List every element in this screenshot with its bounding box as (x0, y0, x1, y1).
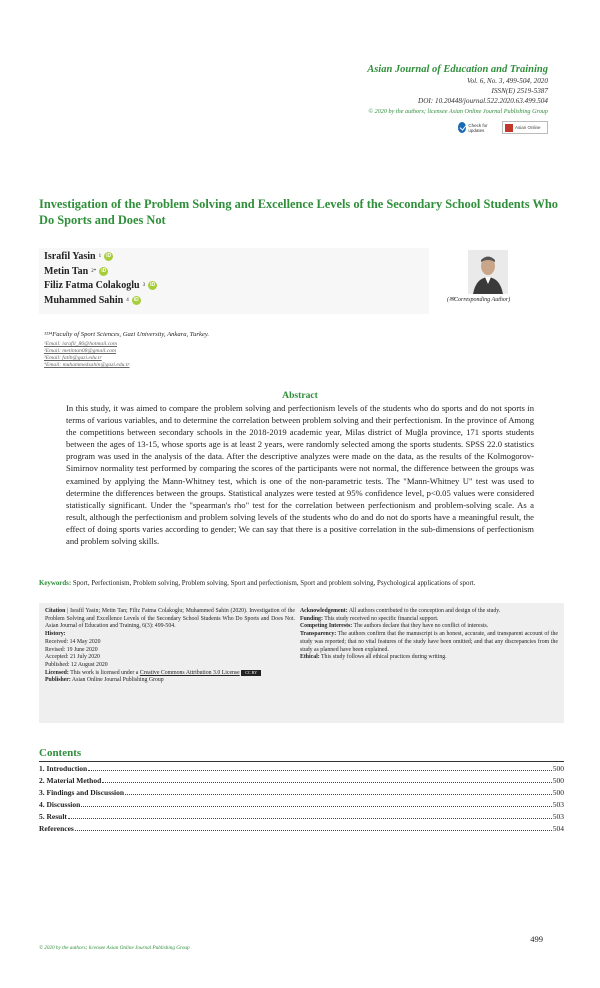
toc-label: 2. Material Method (39, 776, 102, 785)
licensed-text: This work is licensed under a (70, 669, 139, 676)
corresponding-author-note: (✉Corresponding Author) (447, 297, 511, 303)
toc-item[interactable] (39, 800, 564, 809)
keywords-label: Keywords: (39, 580, 72, 587)
doi-link[interactable]: DOI: 10.20448/journal.522.2020.63.499.504 (418, 97, 548, 105)
abstract-text: In this study, it was aimed to compare the problem solving and perfectionism levels of the students who do sports and do not sports in terms of various variables, and to determine the correlation between problem solving and their perfectionism. In the province of Among the competitions between secondary schools in the 2018-2019 academic year, Milas district of Muğla province, 171 sports students between the ages of 13-15, whose sports age is at least 2 years, were randomly selected among the sports students. SPSS 22.0 statistics program was used in the analysis of the data. After the descriptive analyzes were made on the data, as the results of the Kolmogorov-Simirnov normality test performed by comparing the scores of the participants were not normal, the difference between the groups was examined by applying the Mann-Whitney test, which is one of the non-parametric tests. The "Mann-Whitney U" test was used to determine the differences between the groups. Statistical analyzes were tested at 95% confidence level, p<0.05 values were considered statistically significant. Under the "spearman's rho" test for the correlation between perfectionism and problem-solving scale. As a result, although the perfectionism and problem solving levels of the students who do and do not do sports have a meaningful result, the effect of doing sports varies according to gender; We can say that there is a positive correlation in the sub-dimensions of perfectionism and problem solving skills. (66, 403, 534, 547)
check-icon (458, 122, 466, 133)
funding-label: Funding: (300, 615, 323, 622)
citation-label: Citation (45, 608, 66, 614)
ack-label: Acknowledgement: (300, 608, 348, 614)
published-date: Published: 12 August 2020 (45, 661, 108, 668)
email-link-3[interactable]: ³Email: fatih@gazi.edu.tr (44, 355, 102, 361)
email-link-2[interactable]: ²Email: metintan08@gmail.com (44, 348, 117, 354)
check-for-updates-label: Check for updates (468, 122, 488, 133)
orcid-icon[interactable]: iD (101, 268, 107, 274)
toc-item[interactable] (39, 776, 564, 785)
toc-dots (68, 818, 552, 819)
article-info-left (45, 608, 295, 685)
email-link-1[interactable]: ¹Email: israfil_86@hotmail.com (44, 341, 118, 347)
page-number: 499 (530, 934, 543, 944)
abstract-heading: Abstract (282, 390, 318, 401)
toc-item[interactable] (39, 824, 564, 833)
toc-page: 500 (552, 788, 564, 797)
article-info-right (300, 608, 558, 662)
email-link-4[interactable]: ⁴Email: muhammedsahin@gazi.edu.tr (44, 362, 130, 368)
copyright-header: © 2020 by the authors; licensee Asian Online Journal Publishing Group (368, 108, 548, 115)
toc-dots (125, 794, 552, 795)
toc-page: 503 (552, 800, 564, 809)
toc-label: References (39, 824, 74, 833)
header-badges (458, 121, 548, 134)
author-name: Israfil Yasin (44, 251, 96, 262)
ack-text: All authors contributed to the conception and design of the study. (348, 608, 501, 614)
footer-copyright: © 2020 by the authors; licensee Asian Online Journal Publishing Group (39, 945, 190, 951)
orcid-icon[interactable]: iD (133, 297, 139, 303)
volume-info: Vol. 6, No. 3, 499-504, 2020 (466, 77, 548, 85)
funding-text: This study received no specific financial support. (324, 615, 439, 622)
revised-date: Revised: 19 June 2020 (45, 646, 98, 653)
transparency-label: Transparency: (300, 631, 337, 638)
orcid-icon[interactable]: iD (150, 282, 156, 288)
toc-label: 4. Discussion (39, 800, 81, 809)
publisher-logo-label: Asian Online (515, 125, 541, 130)
keywords (39, 579, 564, 589)
history-label: History: (45, 631, 66, 638)
received-date: Received: 14 May 2020 (45, 638, 101, 645)
author-sup: 1 (98, 254, 102, 259)
ethical-label: Ethical: (300, 654, 320, 661)
toc-item[interactable] (39, 788, 564, 797)
toc-page: 500 (552, 776, 564, 785)
license-link[interactable]: Creative Commons Attribution 3.0 License (139, 669, 240, 676)
toc-item[interactable] (39, 764, 564, 773)
publisher-logo (502, 121, 548, 134)
author-name: Muhammed Sahin (44, 295, 124, 306)
toc-dots (75, 830, 552, 831)
author-name: Filiz Fatma Colakoglu (44, 280, 140, 291)
publisher-logo-icon (505, 124, 513, 132)
author-sup: 4 (126, 298, 129, 303)
check-for-updates-badge[interactable] (458, 122, 496, 134)
affiliation: ¹²³⁴Faculty of Sport Sciences, Gazi University, Ankara, Turkey. (44, 331, 210, 338)
toc-label: 5. Result (39, 812, 67, 821)
author-sup: 3 (142, 283, 146, 288)
author-4 (44, 295, 141, 306)
author-sup: 2* (91, 269, 97, 274)
keywords-text: Sport, Perfectionism, Problem solving, Problem solving, Sport and perfectionism, Sport and problem solving, Psychological applications of sport. (72, 580, 476, 587)
transparency-text: The authors confirm that the manuscript is an honest, accurate, and transparent account of the study was reported; that no vital features of the study have been omitted; and that any discrepancies from the study as planned have been explained. (300, 631, 558, 653)
author-1 (44, 251, 113, 262)
journal-title: Asian Journal of Education and Training (367, 64, 548, 75)
publisher-text: Asian Online Journal Publishing Group (71, 677, 164, 684)
author-3 (44, 280, 157, 291)
publisher-label: Publisher: (45, 677, 71, 684)
competing-text: The authors declare that they have no conflict of interests. (353, 623, 489, 630)
person-photo-icon (468, 250, 508, 294)
contents-divider (39, 761, 564, 762)
paper-title: Investigation of the Problem Solving and Excellence Levels of the Secondary School Students Who Do Sports and Does Not (39, 197, 558, 227)
author-photo (468, 250, 508, 294)
author-2 (44, 266, 108, 277)
orcid-icon[interactable]: iD (106, 253, 112, 259)
toc-page: 503 (552, 812, 564, 821)
toc-page: 500 (552, 764, 564, 773)
ethical-text: This study follows all ethical practices during writing. (321, 654, 447, 661)
author-name: Metin Tan (44, 266, 89, 277)
licensed-label: Licensed: (45, 669, 69, 676)
toc-dots (81, 806, 551, 807)
toc-item[interactable] (39, 812, 564, 821)
toc-page: 504 (552, 824, 564, 833)
accepted-date: Accepted: 21 July 2020 (45, 654, 100, 661)
toc-dots (102, 782, 551, 783)
issn: ISSN(E) 2519-5387 (491, 87, 548, 95)
cc-license-icon[interactable]: CC BY (241, 670, 261, 676)
citation-text: | Israfil Yasin; Metin Tan; Filiz Fatma Colakoglu; Muhammed Sahin (2020). Investigation of the Problem Solving and Excellence Levels of the Secondary School Students Who Do Sports and Does Not. Asian Journal of Education and Training, 6(3): 499-504. (45, 608, 296, 630)
toc-dots (88, 770, 552, 771)
competing-label: Competing Interests: (300, 623, 353, 630)
contents-heading: Contents (39, 747, 82, 759)
toc-label: 1. Introduction (39, 764, 88, 773)
toc-label: 3. Findings and Discussion (39, 788, 125, 797)
